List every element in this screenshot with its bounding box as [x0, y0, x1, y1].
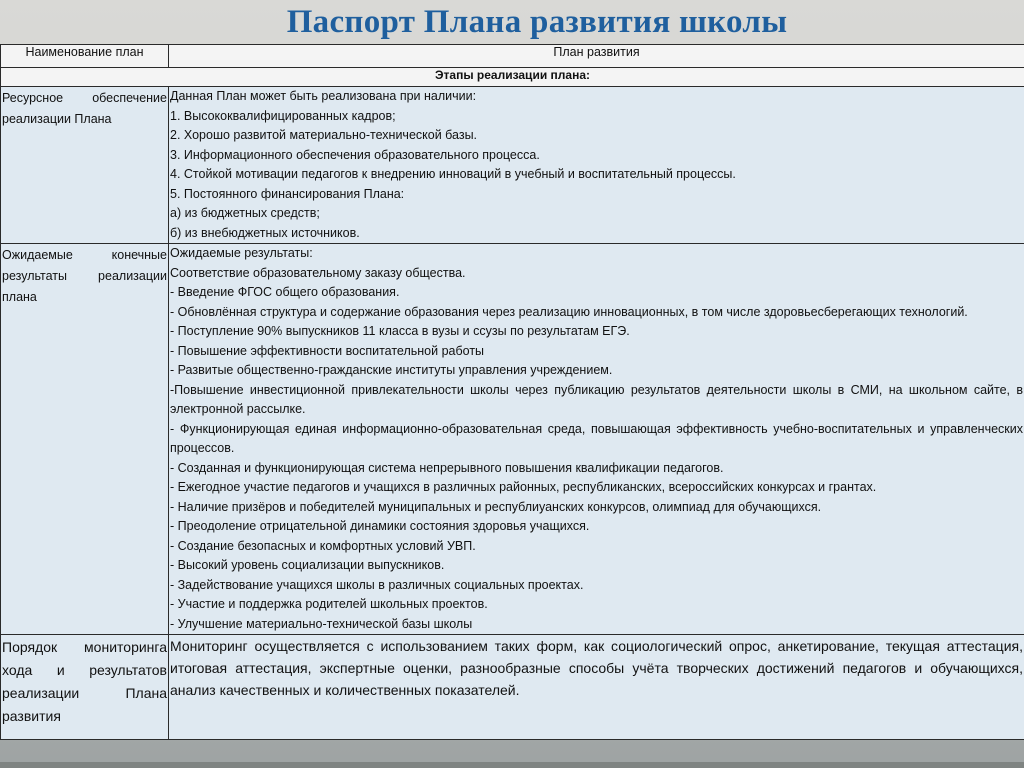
row-content	[169, 87, 1024, 244]
header-col-plan: План развития	[169, 45, 1024, 68]
row-content	[169, 244, 1024, 635]
content-line: - Ежегодное участие педагогов и учащихся в различных районных, республиканских, всероссийских конкурсах и грантах.	[170, 480, 877, 494]
table-row	[1, 635, 1024, 740]
label-line: результаты реализации	[2, 269, 167, 283]
label-line: плана	[2, 290, 37, 304]
content-line: - Функционирующая единая информационно-образовательная среда, повышающая эффективность учебно-воспитательных и управленческих процессов.	[170, 421, 1023, 455]
content-line: а) из бюджетных средств;	[170, 206, 320, 220]
header-col-name: Наименование план	[1, 45, 169, 68]
label-line: хода и результатов	[2, 662, 167, 678]
content-line: б) из внебюджетных источников.	[170, 225, 360, 240]
content-line: - Обновлённая структура и содержание образования через реализацию инновационных, в том числе здоровьесберегающих технологий.	[170, 304, 968, 319]
content-line: - Высокий уровень социализации выпускников.	[170, 558, 445, 572]
row-label	[1, 635, 169, 740]
row-content	[169, 635, 1024, 740]
content-line: - Наличие призёров и победителей муниципальных и республиуанских конкурсов, олимпиад для обучающихся.	[170, 499, 822, 514]
row-label	[1, 87, 169, 244]
content-line: 4. Стойкой мотивации педагогов к внедрению инноваций в учебный и воспитательный процессы.	[170, 167, 736, 181]
label-line: реализации Плана	[2, 685, 167, 701]
content-line: -Повышение инвестиционной привлекательности школы через публикацию результатов деятельности школы в СМИ, на школьном сайте, в электронной рассылке.	[170, 382, 1023, 416]
bottom-bar	[0, 762, 1024, 768]
content-line: 2. Хорошо развитой материально-технической базы.	[170, 128, 478, 142]
page-title: Паспорт Плана развития школы	[286, 4, 788, 40]
content-line: 1. Высококвалифицированных кадров;	[170, 108, 396, 123]
content-line: Ожидаемые результаты:	[170, 246, 313, 260]
content-line: Данная План может быть реализована при наличии:	[170, 89, 477, 103]
table-row	[1, 244, 1024, 635]
content-line: - Преодоление отрицательной динамики состояния здоровья учащихся.	[170, 519, 590, 533]
table-row	[1, 87, 1024, 244]
row-label	[1, 244, 169, 635]
content-line: 5. Постоянного финансирования Плана:	[170, 186, 405, 201]
label-line: реализации Плана	[2, 112, 112, 126]
stages-row	[1, 68, 1024, 87]
content-line: - Создание безопасных и комфортных условий УВП.	[170, 538, 476, 553]
content-line: - Введение ФГОС общего образования.	[170, 285, 400, 299]
content-line: - Задействование учащихся школы в различных социальных проектах.	[170, 577, 584, 592]
content-line: - Участие и поддержка родителей школьных проектов.	[170, 597, 488, 611]
content-line: - Развитые общественно-гражданские институты управления учреждением.	[170, 363, 613, 377]
content-line: - Созданная и функционирующая система непрерывного повышения квалификации педагогов.	[170, 460, 724, 475]
content-line: - Улучшение материально-технической базы школы	[170, 616, 473, 631]
table-header-row	[1, 45, 1024, 68]
content-line: Мониторинг осуществляется с использованием таких форм, как социологический опрос, анкетирование, текущая аттестация, итоговая аттестация, экспертные оценки, разнообразные способы учёта творческих достижений педагогов и обучающихся, анализ качественных и количественных показателей.	[170, 638, 1023, 698]
content-line: 3. Информационного обеспечения образовательного процесса.	[170, 147, 540, 162]
label-line: развития	[2, 708, 61, 724]
stages-label: Этапы реализации плана:	[1, 68, 1024, 87]
label-line: Ресурсное обеспечение	[2, 91, 167, 105]
label-line: Ожидаемые конечные	[2, 248, 167, 262]
label-line: Порядок мониторинга	[2, 639, 167, 655]
content-line: - Поступление 90% выпускников 11 класса в вузы и ссузы по результатам ЕГЭ.	[170, 324, 630, 338]
content-line: - Повышение эффективности воспитательной работы	[170, 343, 485, 358]
content-line: Соответствие образовательному заказу общества.	[170, 265, 466, 280]
passport-table	[0, 44, 1024, 740]
